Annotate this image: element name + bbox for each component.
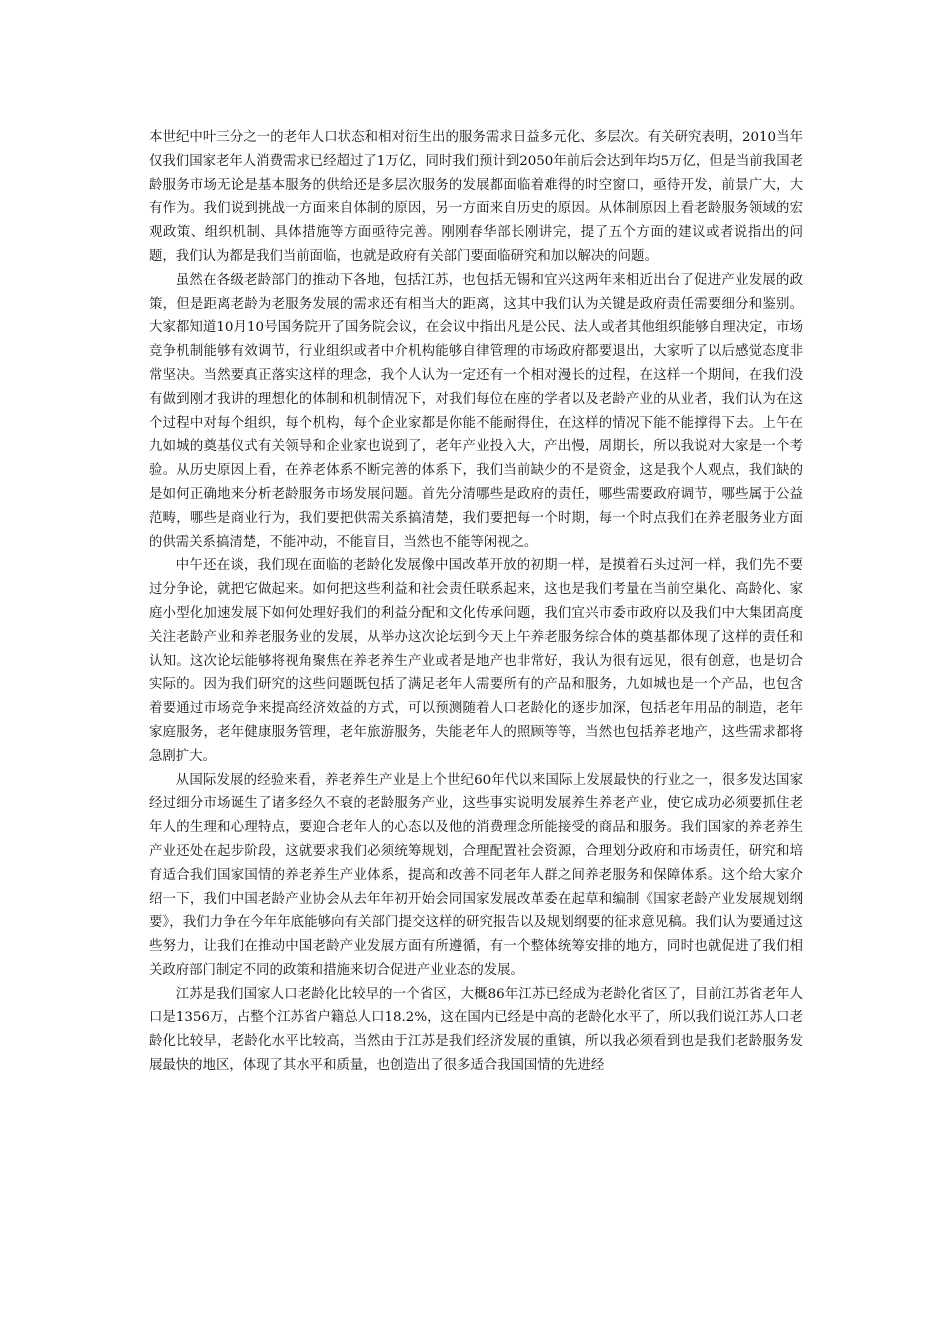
paragraph-2: 虽然在各级老龄部门的推动下各地，包括江苏，也包括无锡和宜兴这两年来相近出台了促进产业发展的政策，但是距离老龄为老服务发展的需求还有相当大的距离，这其中我们认为关键是政府责任需要细分和鉴别。大家都知道10月10号国务院开了国务院会议，在会议中指出凡是公民、法人或者其他组织能够自理决定，市场竞争机制能够有效调节，行业组织或者中介机构能够自律管理的市场政府都要退出，大家听了以后感觉态度非常坚决。当然要真正落实这样的理念，我个人认为一定还有一个相对漫长的过程，在这样一个期间，在我们没有做到刚才我讲的理想化的体制和机制情况下，对我们每位在座的学者以及老龄产业的从业者，我们认为在这个过程中对每个组织，每个机构，每个企业家都是你能不能耐得住，在这样的情况下能不能撑得下去。上午在九如城的奠基仪式有关领导和企业家也说到了，老年产业投入大，产出慢，周期长，所以我说对大家是一个考验。从历史原因上看，在养老体系不断完善的体系下，我们当前缺少的不是资金，这是我个人观点，我们缺的是如何正确地来分析老龄服务市场发展问题。首先分清哪些是政府的责任，哪些需要政府调节，哪些属于公益范畴，哪些是商业行为，我们要把供需关系搞清楚，我们要把每一个时期，每一个时点我们在养老服务业方面的供需关系搞清楚，不能冲动，不能盲目，当然也不能等闲视之。	[149, 272, 803, 550]
paragraph-5: 江苏是我们国家人口老龄化比较早的一个省区，大概86年江苏已经成为老龄化省区了，目前江苏省老年人口是1356万，占整个江苏省户籍总人口18.2%，这在国内已经是中高的老龄化水平了，所以我们说江苏人口老龄化比较早，老龄化水平比较高，当然由于江苏是我们经济发展的重镇，所以我必须看到也是我们老龄服务发展最快的地区，体现了其水平和质量，也创造出了很多适合我国国情的先进经	[149, 986, 803, 1074]
document-body	[149, 126, 803, 1078]
paragraph-1: 本世纪中叶三分之一的老年人口状态和相对衍生出的服务需求日益多元化、多层次。有关研究表明，2010当年仅我们国家老年人消费需求已经超过了1万亿，同时我们预计到2050年前后会达到年均5万亿，但是当前我国老龄服务市场无论是基本服务的供给还是多层次服务的发展都面临着难得的时空窗口，亟待开发，前景广大，大有作为。我们说到挑战一方面来自体制的原因，另一方面来自历史的原因。从体制原因上看老龄服务领域的宏观政策、组织机制、具体措施等方面亟待完善。刚刚春华部长刚讲完，提了五个方面的建议或者说指出的问题，我们认为都是我们当前面临，也就是政府有关部门要面临研究和加以解决的问题。	[149, 130, 803, 264]
paragraph-3: 中午还在谈，我们现在面临的老龄化发展像中国改革开放的初期一样，是摸着石头过河一样，我们先不要过分争论，就把它做起来。如何把这些利益和社会责任联系起来，这也是我们考量在当前空巢化、高龄化、家庭小型化加速发展下如何处理好我们的利益分配和文化传承问题，我们宜兴市委市政府以及我们中大集团高度关注老龄产业和养老服务业的发展，从举办这次论坛到今天上午养老服务综合体的奠基都体现了这样的责任和认知。这次论坛能够将视角聚焦在养老养生产业或者是地产也非常好，我认为很有远见，很有创意，也是切合实际的。因为我们研究的这些问题既包括了满足老年人需要所有的产品和服务，九如城也是一个产品，也包含着要通过市场竞争来提高经济效益的方式，可以预测随着人口老龄化的逐步加深，包括老年用品的制造，老年家庭服务，老年健康服务管理，老年旅游服务，失能老年人的照顾等等，当然也包括养老地产，这些需求都将急剧扩大。	[149, 558, 803, 764]
paragraph-4: 从国际发展的经验来看，养老养生产业是上个世纪60年代以来国际上发展最快的行业之一，很多发达国家经过细分市场诞生了诸多经久不衰的老龄服务产业，这些事实说明发展养生养老产业，使它成功必须要抓住老年人的生理和心理特点，要迎合老年人的心态以及他的消费理念所能接受的商品和服务。我们国家的养老养生产业还处在起步阶段，这就要求我们必须统筹规划，合理配置社会资源，合理划分政府和市场责任，研究和培育适合我们国家国情的养老养生产业体系，提高和改善不同老年人群之间养老服务和保障体系。这个给大家介绍一下，我们中国老龄产业协会从去年年初开始会同国家发展改革委在起草和编制《国家老龄产业发展规划纲要》，我们力争在今年年底能够向有关部门提交这样的研究报告以及规划纲要的征求意见稿。我们认为要通过这些努力，让我们在推动中国老龄产业发展方面有所遵循，有一个整体统筹安排的地方，同时也就促进了我们相关政府部门制定不同的政策和措施来切合促进产业业态的发展。	[149, 772, 803, 978]
